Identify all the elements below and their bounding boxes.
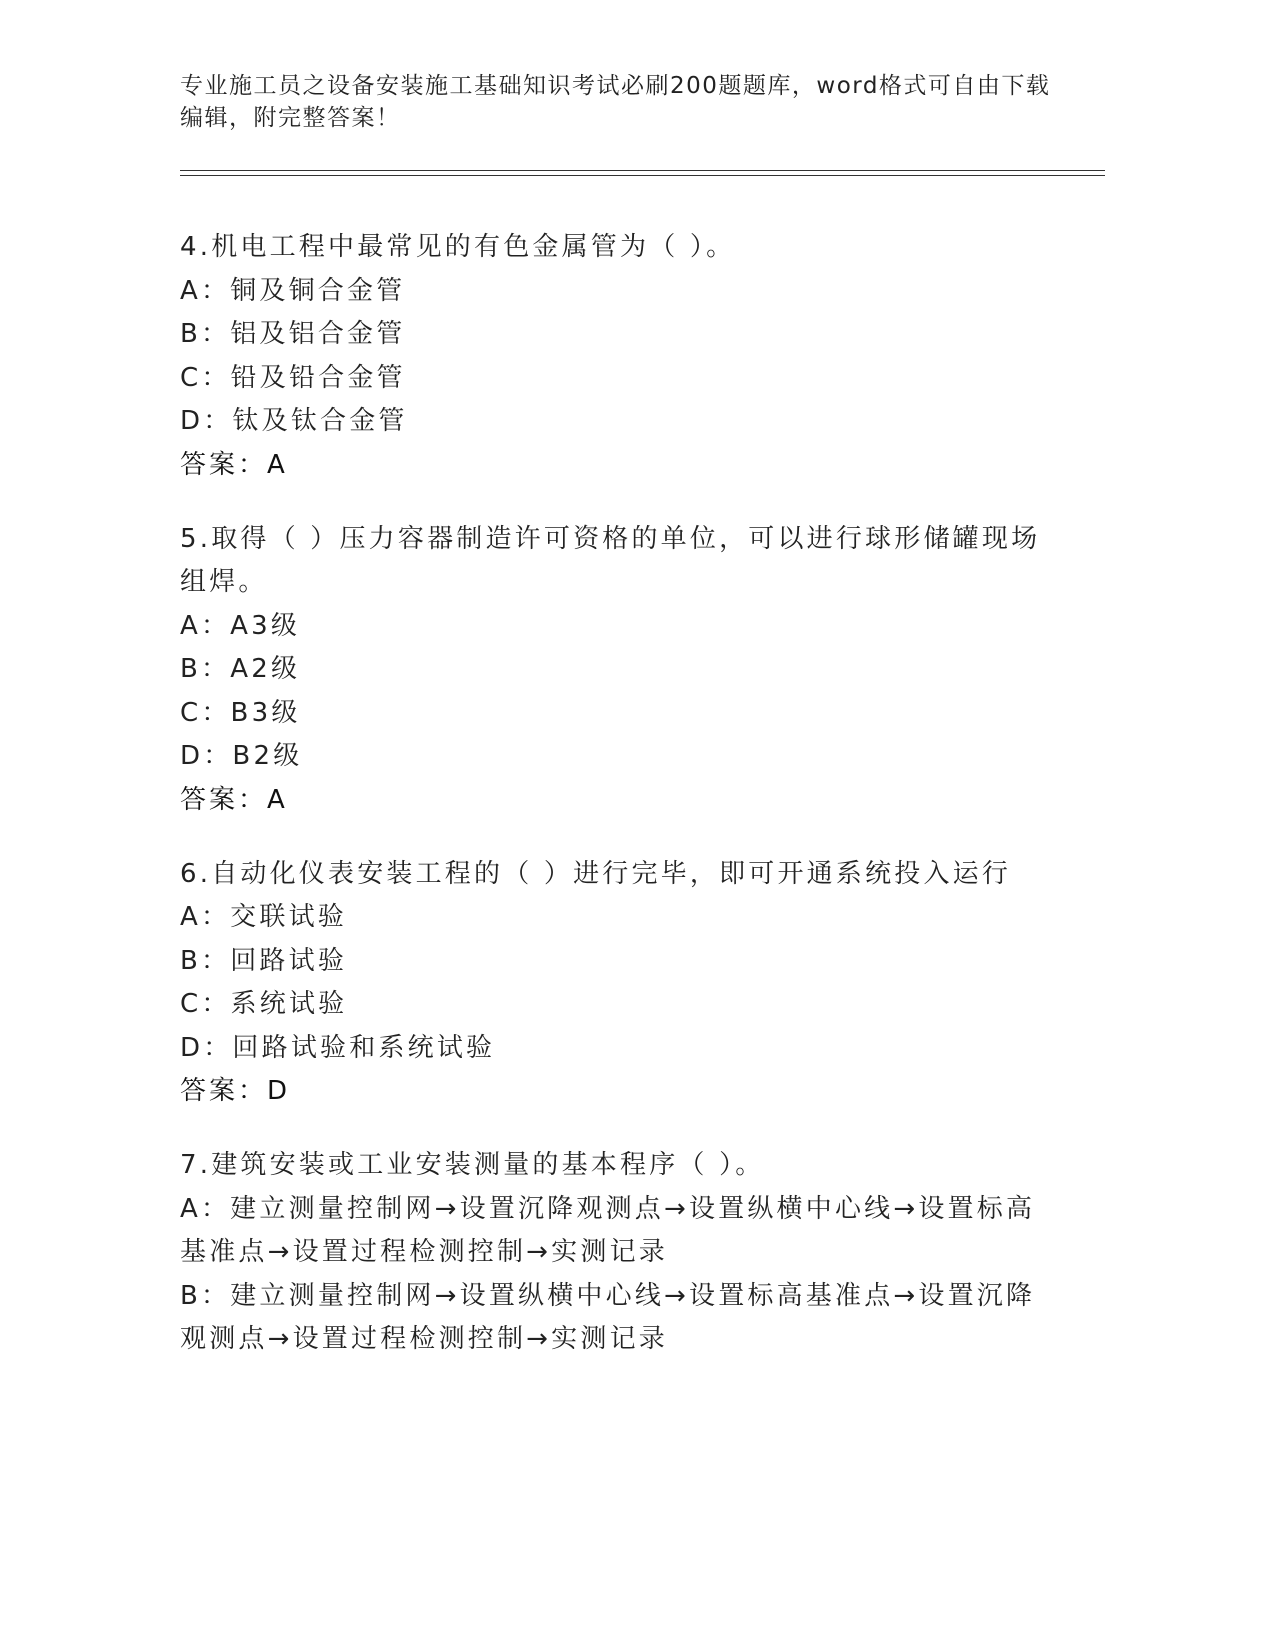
answer-label: 答案： (180, 449, 268, 480)
question-5 (180, 518, 1060, 823)
option-d: D：回路试验和系统试验 (180, 1032, 496, 1063)
option-b: B：铝及铝合金管 (180, 319, 406, 349)
question-stem: 5.取得（ ）压力容器制造许可资格的单位，可以进行球形储罐现场组焊。 (180, 523, 1041, 597)
answer-value: A (267, 449, 287, 480)
answer-label: 答案： (180, 1076, 268, 1106)
answer-value: A (267, 784, 287, 815)
option-c: C：系统试验 (180, 989, 348, 1019)
question-list (180, 226, 1060, 1392)
question-stem: 6.自动化仪表安装工程的（ ）进行完毕，即可开通系统投入运行 (180, 858, 1012, 889)
option-c: C：铅及铅合金管 (180, 362, 406, 393)
option-a: A：交联试验 (180, 902, 347, 932)
option-b: B：回路试验 (180, 945, 348, 976)
answer-line (180, 1070, 1060, 1114)
option-d: D：B2级 (180, 741, 303, 771)
header-divider-bottom (180, 175, 1105, 176)
answer-line (180, 779, 1060, 823)
question-6 (180, 853, 1060, 1114)
answer-value: D (267, 1076, 290, 1106)
question-stem: 4.机电工程中最常见的有色金属管为（ ）。 (180, 232, 736, 262)
option-d: D：钛及钛合金管 (180, 406, 408, 436)
question-7 (180, 1144, 1060, 1362)
option-b: B：建立测量控制网→设置纵横中心线→设置标高基准点→设置沉降观测点→设置过程检测控制→实测记录 (180, 1280, 1036, 1354)
option-a: A：铜及铜合金管 (180, 275, 406, 306)
answer-label: 答案： (180, 784, 268, 815)
option-a: A：建立测量控制网→设置沉降观测点→设置纵横中心线→设置标高基准点→设置过程检测控制→实测记录 (180, 1193, 1036, 1267)
document-header (180, 70, 1060, 134)
document-title: 专业施工员之设备安装施工基础知识考试必刷200题题库，word格式可自由下载编辑，附完整答案！ (180, 73, 1051, 131)
option-a: A：A3级 (180, 610, 301, 641)
option-b: B：A2级 (180, 654, 301, 684)
answer-line (180, 444, 1060, 488)
header-divider-top (180, 170, 1105, 171)
question-4 (180, 226, 1060, 487)
option-c: C：B3级 (180, 697, 301, 728)
question-stem: 7.建筑安装或工业安装测量的基本程序（ ）。 (180, 1150, 765, 1180)
